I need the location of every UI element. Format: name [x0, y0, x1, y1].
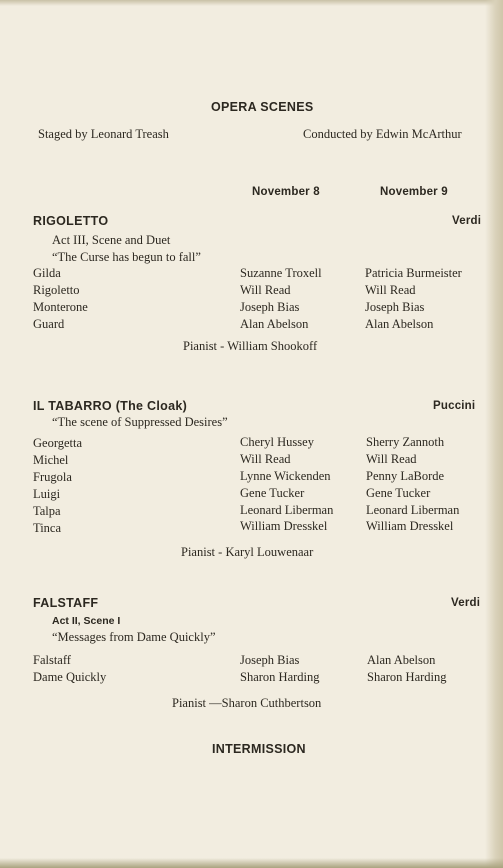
cast-nov9: Penny LaBorde [366, 469, 445, 483]
page-top-shadow [0, 0, 503, 6]
date-column-1: November 8 [252, 186, 320, 198]
conducted-by: Conducted by Edwin McArthur [303, 127, 462, 141]
role: Dame Quickly [33, 670, 107, 684]
act-falstaff: Act II, Scene I [52, 615, 121, 627]
composer-falstaff: Verdi [451, 597, 481, 609]
role: Frugola [33, 470, 72, 484]
cast-nov8: Joseph Bias [240, 300, 300, 314]
role: Georgetta [33, 436, 83, 450]
role: Luigi [33, 487, 61, 501]
role: Falstaff [33, 653, 71, 667]
cast-nov9: Alan Abelson [367, 653, 436, 667]
cast-nov8: Will Read [240, 283, 291, 297]
cast-nov8: Alan Abelson [240, 317, 309, 331]
intermission-heading: INTERMISSION [212, 742, 306, 756]
cast-nov9: Sharon Harding [367, 670, 447, 684]
role: Monterone [33, 300, 88, 314]
role: Talpa [33, 504, 61, 518]
composer-tabarro: Puccini [433, 400, 476, 412]
scene-falstaff: “Messages from Dame Quickly” [52, 630, 216, 644]
scene-rigoletto: “The Curse has begun to fall” [52, 250, 201, 264]
cast-nov8: Suzanne Troxell [240, 266, 322, 280]
act-rigoletto: Act III, Scene and Duet [52, 233, 171, 247]
cast-nov8: Lynne Wickenden [240, 469, 331, 483]
program-title: OPERA SCENES [211, 100, 314, 114]
pianist-rigoletto: Pianist - William Shookoff [183, 339, 318, 353]
composer-rigoletto: Verdi [452, 215, 482, 227]
cast-nov8: Sharon Harding [240, 670, 320, 684]
cast-nov9: Leonard Liberman [366, 503, 460, 517]
opera-title-tabarro: IL TABARRO (The Cloak) [33, 399, 188, 413]
page-binding-shadow [485, 0, 503, 868]
cast-nov9: Joseph Bias [365, 300, 425, 314]
cast-nov8: Gene Tucker [240, 486, 305, 500]
opera-title-rigoletto: RIGOLETTO [33, 214, 109, 228]
cast-nov9: Alan Abelson [365, 317, 434, 331]
cast-nov8: William Dresskel [240, 519, 328, 533]
date-column-2: November 9 [380, 186, 448, 198]
scene-tabarro: “The scene of Suppressed Desires” [52, 415, 228, 429]
page-bottom-edge [0, 858, 503, 868]
cast-nov9: William Dresskel [366, 519, 454, 533]
cast-nov9: Will Read [365, 283, 416, 297]
pianist-falstaff: Pianist —Sharon Cuthbertson [172, 696, 322, 710]
cast-nov9: Will Read [366, 452, 417, 466]
cast-nov9: Patricia Burmeister [365, 266, 462, 280]
cast-nov9: Gene Tucker [366, 486, 431, 500]
pianist-tabarro: Pianist - Karyl Louwenaar [181, 545, 314, 559]
role: Guard [33, 317, 65, 331]
opera-title-falstaff: FALSTAFF [33, 596, 99, 610]
cast-nov9: Sherry Zannoth [366, 435, 445, 449]
cast-nov8: Will Read [240, 452, 291, 466]
cast-nov8: Cheryl Hussey [240, 435, 314, 449]
role: Rigoletto [33, 283, 80, 297]
cast-nov8: Leonard Liberman [240, 503, 334, 517]
role: Tinca [33, 521, 62, 535]
cast-nov8: Joseph Bias [240, 653, 300, 667]
role: Gilda [33, 266, 61, 280]
role: Michel [33, 453, 69, 467]
staged-by: Staged by Leonard Treash [38, 127, 169, 141]
